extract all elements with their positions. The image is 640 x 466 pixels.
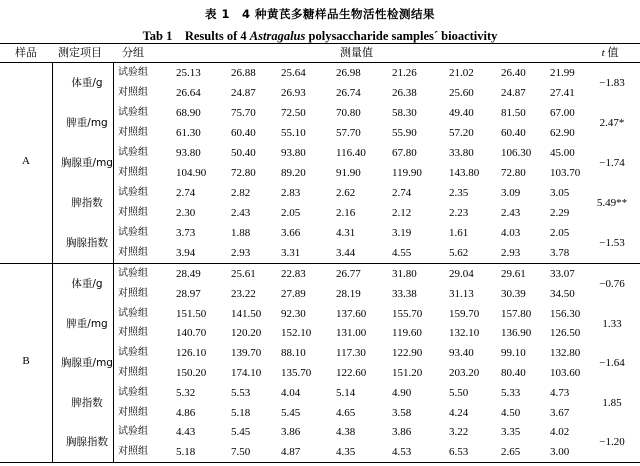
value-cell: 33.07	[550, 268, 575, 280]
table-title-chinese: 表 1 4 种黄芪多糖样品生物活性检测结果	[204, 7, 435, 21]
value-cell: 3.67	[550, 406, 570, 419]
group-label: 试验组	[118, 386, 148, 398]
value-cell: 2.16	[336, 207, 356, 219]
group-label: 试验组	[118, 347, 148, 359]
value-cell: 2.65	[501, 446, 521, 459]
value-cell: 104.90	[176, 167, 207, 179]
sample-label: B	[22, 355, 30, 367]
value-cell: 4.87	[281, 446, 301, 459]
value-cell: 106.30	[501, 147, 532, 159]
value-cell: 26.88	[231, 67, 256, 79]
value-cell: 2.05	[281, 207, 301, 219]
group-label: 对照组	[118, 327, 148, 339]
value-cell: 25.64	[281, 67, 306, 79]
value-cell: 4.86	[176, 406, 196, 419]
value-cell: 22.83	[281, 268, 306, 280]
table-row	[0, 442, 640, 462]
measure-item-label: 脾重/mg	[66, 117, 108, 129]
value-cell: 2.83	[281, 187, 301, 199]
value-cell: 1.61	[449, 227, 469, 239]
value-cell: 25.61	[231, 268, 256, 280]
group-label: 试验组	[118, 67, 148, 78]
value-cell: 29.04	[449, 268, 474, 280]
value-cell: 30.39	[501, 287, 526, 300]
value-cell: 140.70	[176, 327, 207, 340]
value-cell: 26.98	[336, 67, 361, 79]
table-row	[0, 143, 640, 163]
value-cell: 5.32	[176, 386, 196, 399]
value-cell: 91.90	[336, 167, 361, 179]
value-cell: 28.19	[336, 287, 361, 300]
header-t-suffix: 值	[604, 47, 619, 59]
value-cell: 28.97	[176, 287, 201, 300]
value-cell: 4.35	[336, 446, 356, 459]
value-cell: 4.65	[336, 406, 356, 419]
value-cell: 24.87	[231, 87, 256, 99]
value-cell: 4.31	[336, 227, 356, 239]
value-cell: 120.20	[231, 327, 262, 340]
value-cell: 2.74	[176, 187, 196, 199]
group-label: 对照组	[118, 446, 148, 458]
value-cell: 72.80	[231, 167, 256, 179]
value-cell: 4.43	[176, 426, 196, 439]
header-t-label: t	[601, 47, 605, 59]
value-cell: 4.53	[392, 446, 412, 459]
value-cell: 3.94	[176, 247, 196, 259]
value-cell: 55.90	[392, 127, 417, 139]
value-cell: 116.40	[336, 147, 366, 159]
value-cell: 5.18	[176, 446, 196, 459]
value-cell: 1.88	[231, 227, 251, 239]
value-cell: 27.41	[550, 87, 575, 99]
value-cell: 2.43	[231, 207, 251, 219]
title-en-suffix: polysaccharide samples´ bioactivity	[305, 29, 498, 43]
group-label: 试验组	[118, 227, 148, 238]
table-row	[0, 343, 640, 363]
value-cell: 4.04	[281, 386, 301, 399]
value-cell: 88.10	[281, 347, 306, 360]
table-row	[0, 323, 640, 343]
value-cell: 143.80	[449, 167, 480, 179]
value-cell: 5.45	[281, 406, 301, 419]
measure-item-label: 脾指数	[71, 197, 103, 209]
value-cell: 3.78	[550, 247, 570, 259]
measure-item-label: 体重/g	[71, 77, 103, 89]
value-cell: 4.02	[550, 426, 570, 439]
table-row	[0, 223, 640, 243]
value-cell: 27.89	[281, 287, 306, 300]
measure-item-label: 胸腺重/mg	[61, 157, 113, 169]
value-cell: 5.53	[231, 386, 251, 399]
value-cell: 3.22	[449, 426, 469, 439]
measure-item-label: 胸腺重/mg	[61, 357, 113, 370]
section-sample-a	[0, 63, 640, 263]
value-cell: 141.50	[231, 307, 262, 320]
value-cell: 2.29	[550, 207, 570, 219]
value-cell: 5.33	[501, 386, 521, 399]
value-cell: 5.50	[449, 386, 469, 399]
value-cell: 49.40	[449, 107, 474, 119]
value-cell: 60.40	[501, 127, 526, 139]
value-cell: 60.40	[231, 127, 256, 139]
value-cell: 28.49	[176, 268, 201, 280]
value-cell: 2.62	[336, 187, 356, 199]
value-cell: 132.80	[550, 347, 581, 360]
table-row	[0, 63, 640, 83]
value-cell: 26.64	[176, 87, 201, 99]
table-row	[0, 123, 640, 143]
group-label: 对照组	[118, 87, 148, 98]
value-cell: 93.80	[176, 147, 201, 159]
value-cell: 126.50	[550, 327, 581, 340]
value-cell: 80.40	[501, 367, 526, 379]
t-value: 1.33	[602, 317, 622, 330]
header-values: 测量值	[340, 46, 373, 59]
value-cell: 5.62	[449, 247, 469, 259]
table-row	[0, 103, 640, 123]
value-cell: 7.50	[231, 446, 251, 459]
value-cell: 159.70	[449, 307, 480, 320]
value-cell: 93.40	[449, 347, 474, 360]
value-cell: 24.87	[501, 87, 526, 99]
value-cell: 61.30	[176, 127, 201, 139]
value-cell: 3.05	[550, 187, 570, 199]
value-cell: 89.20	[281, 167, 306, 179]
value-cell: 26.77	[336, 268, 361, 280]
value-cell: 29.61	[501, 268, 526, 280]
value-cell: 21.02	[449, 67, 474, 79]
value-cell: 57.20	[449, 127, 474, 139]
value-cell: 81.50	[501, 107, 526, 119]
value-cell: 2.93	[501, 247, 521, 259]
measure-item-label: 胸腺指数	[66, 237, 108, 249]
measure-item-label: 脾指数	[71, 396, 103, 409]
value-cell: 57.70	[336, 127, 361, 139]
value-cell: 31.13	[449, 287, 474, 300]
value-cell: 92.30	[281, 307, 306, 320]
value-cell: 26.93	[281, 87, 306, 99]
value-cell: 33.38	[392, 287, 417, 300]
value-cell: 2.35	[449, 187, 469, 199]
value-cell: 136.90	[501, 327, 532, 340]
value-cell: 3.58	[392, 406, 412, 419]
value-cell: 3.19	[392, 227, 412, 239]
value-cell: 3.86	[392, 426, 412, 439]
value-cell: 75.70	[231, 107, 256, 119]
group-label: 试验组	[118, 268, 148, 279]
value-cell: 67.00	[550, 107, 575, 119]
value-cell: 31.80	[392, 268, 417, 280]
t-value: −1.74	[599, 157, 625, 169]
value-cell: 21.26	[392, 67, 417, 79]
value-cell: 70.80	[336, 107, 361, 119]
group-label: 对照组	[118, 127, 148, 138]
value-cell: 99.10	[501, 347, 526, 360]
value-cell: 5.45	[231, 426, 251, 439]
value-cell: 93.80	[281, 147, 306, 159]
value-cell: 72.50	[281, 107, 306, 119]
value-cell: 103.70	[550, 167, 581, 179]
table-row	[0, 264, 640, 284]
value-cell: 157.80	[501, 307, 532, 320]
table-row	[0, 363, 640, 383]
value-cell: 122.60	[336, 367, 367, 379]
value-cell: 3.66	[281, 227, 301, 239]
value-cell: 23.22	[231, 287, 256, 300]
value-cell: 68.90	[176, 107, 201, 119]
value-cell: 203.20	[449, 367, 480, 379]
value-cell: 34.50	[550, 287, 575, 300]
table-row	[0, 243, 640, 263]
value-cell: 67.80	[392, 147, 417, 159]
group-label: 对照组	[118, 167, 148, 178]
value-cell: 4.38	[336, 426, 356, 439]
value-cell: 122.90	[392, 347, 423, 360]
value-cell: 135.70	[281, 367, 312, 379]
title-en-italic: Astragalus	[249, 29, 306, 43]
value-cell: 151.50	[176, 307, 207, 320]
value-cell: 103.60	[550, 367, 581, 379]
value-cell: 55.10	[281, 127, 306, 139]
t-value: 2.47*	[599, 117, 625, 129]
value-cell: 139.70	[231, 347, 262, 360]
table-row	[0, 203, 640, 223]
value-cell: 3.09	[501, 187, 521, 199]
value-cell: 174.10	[231, 367, 262, 379]
value-cell: 3.35	[501, 426, 521, 439]
group-label: 对照组	[118, 287, 148, 299]
group-label: 对照组	[118, 247, 148, 258]
table-row	[0, 284, 640, 304]
value-cell: 3.31	[281, 247, 301, 259]
measure-item-label: 体重/g	[71, 277, 103, 290]
value-cell: 150.20	[176, 367, 207, 379]
header-group: 分组	[122, 46, 144, 59]
value-cell: 2.43	[501, 207, 521, 219]
value-cell: 117.30	[336, 347, 366, 360]
value-cell: 152.10	[281, 327, 312, 340]
table-row	[0, 383, 640, 403]
t-value: −1.53	[599, 237, 625, 249]
table-row	[0, 183, 640, 203]
group-label: 试验组	[118, 107, 148, 118]
table-row	[0, 83, 640, 103]
group-label: 试验组	[118, 307, 148, 319]
value-cell: 25.13	[176, 67, 201, 79]
value-cell: 26.38	[392, 87, 417, 99]
value-cell: 2.82	[231, 187, 251, 199]
sample-label: A	[22, 155, 30, 167]
value-cell: 4.03	[501, 227, 521, 239]
value-cell: 131.00	[336, 327, 367, 340]
table-row	[0, 304, 640, 324]
table-row	[0, 163, 640, 183]
value-cell: 5.14	[336, 386, 356, 399]
value-cell: 151.20	[392, 367, 423, 379]
value-cell: 137.60	[336, 307, 367, 320]
table-title-english	[0, 26, 640, 44]
value-cell: 132.10	[449, 327, 480, 340]
table-row	[0, 403, 640, 423]
value-cell: 4.50	[501, 406, 521, 419]
value-cell: 62.90	[550, 127, 575, 139]
value-cell: 2.93	[231, 247, 251, 259]
title-en-prefix: Tab 1 Results of 4	[142, 29, 250, 43]
t-value: −0.76	[599, 277, 625, 290]
value-cell: 155.70	[392, 307, 423, 320]
value-cell: 126.10	[176, 347, 207, 360]
value-cell: 26.74	[336, 87, 361, 99]
header-t-value	[590, 44, 630, 62]
group-label: 对照组	[118, 406, 148, 418]
t-value: −1.20	[599, 436, 625, 449]
group-label: 对照组	[118, 207, 148, 218]
value-cell: 5.18	[231, 406, 251, 419]
header-sample: 样品	[15, 46, 37, 59]
value-cell: 3.44	[336, 247, 356, 259]
value-cell: 3.86	[281, 426, 301, 439]
value-cell: 4.24	[449, 406, 469, 419]
value-cell: 26.40	[501, 67, 526, 79]
value-cell: 4.90	[392, 386, 412, 399]
t-value: 1.85	[602, 396, 622, 409]
group-label: 对照组	[118, 367, 148, 378]
value-cell: 21.99	[550, 67, 575, 79]
value-cell: 2.30	[176, 207, 196, 219]
value-cell: 33.80	[449, 147, 474, 159]
group-label: 试验组	[118, 187, 148, 198]
group-label: 试验组	[118, 426, 148, 438]
t-value: 5.49**	[596, 197, 628, 209]
t-value: −1.64	[599, 357, 625, 370]
value-cell: 25.60	[449, 87, 474, 99]
value-cell: 72.80	[501, 167, 526, 179]
table-row	[0, 422, 640, 442]
value-cell: 3.00	[550, 446, 570, 459]
value-cell: 2.74	[392, 187, 412, 199]
value-cell: 3.73	[176, 227, 196, 239]
value-cell: 58.30	[392, 107, 417, 119]
measure-item-label: 胸腺指数	[66, 436, 108, 449]
value-cell: 2.12	[392, 207, 412, 219]
value-cell: 119.60	[392, 327, 422, 340]
t-value: −1.83	[599, 77, 625, 89]
value-cell: 2.23	[449, 207, 469, 219]
group-label: 试验组	[118, 147, 148, 158]
value-cell: 2.05	[550, 227, 570, 239]
section-sample-b	[0, 264, 640, 462]
value-cell: 4.55	[392, 247, 412, 259]
value-cell: 50.40	[231, 147, 256, 159]
measure-item-label: 脾重/mg	[66, 317, 108, 330]
value-cell: 4.73	[550, 386, 570, 399]
value-cell: 6.53	[449, 446, 469, 459]
value-cell: 119.90	[392, 167, 422, 179]
header-item: 测定项目	[58, 46, 102, 59]
value-cell: 45.00	[550, 147, 575, 159]
value-cell: 156.30	[550, 307, 581, 320]
